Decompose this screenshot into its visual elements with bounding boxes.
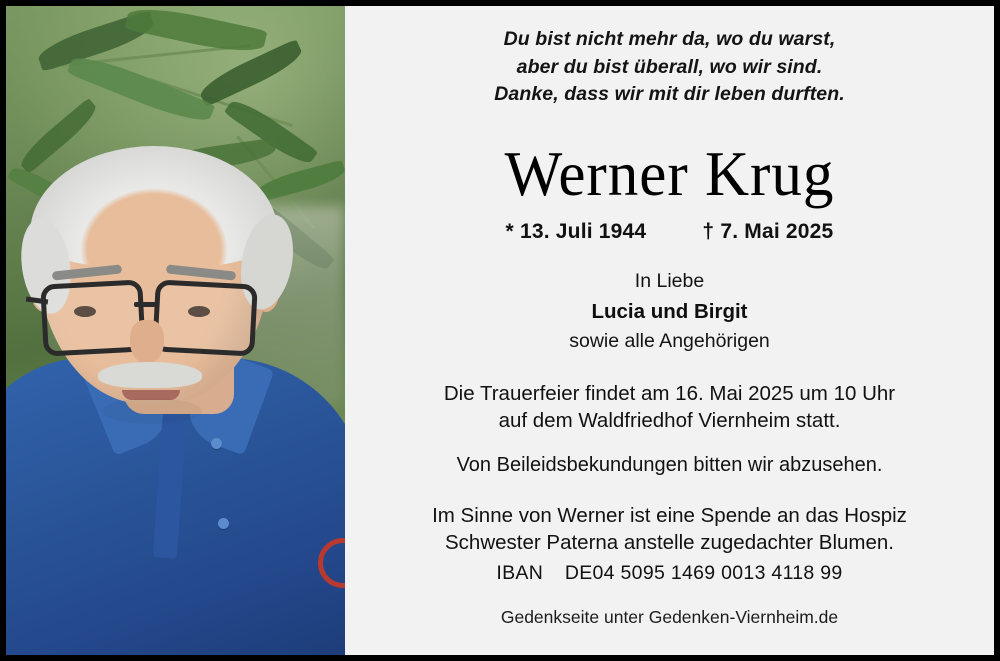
ceremony-details [373,381,966,434]
life-dates [373,220,966,244]
glasses-lens-right [152,279,258,356]
notice-card [6,6,994,655]
memorial-verse [373,26,966,109]
iban-label: IBAN [496,562,544,585]
mustache [98,362,202,388]
nose [130,320,164,364]
glasses-bridge [134,302,156,307]
ceremony-line-1: Die Trauerfeier findet am 16. Mai 2025 um 10 Uhr [443,382,896,406]
chin [102,398,202,424]
deceased-name: Werner Krug [504,139,835,210]
memorial-page-link[interactable]: Gedenkseite unter Gedenken-Viernheim.de [500,607,839,628]
portrait-photo [6,6,345,655]
birth-date: * 13. Juli 1944 [505,220,647,244]
notice-text [345,6,994,655]
iban-row [373,562,966,585]
iban-value: DE04 5095 1469 0013 4118 99 [564,562,843,585]
shirt-button [218,518,229,529]
mourners-names: Lucia und Birgit [591,300,748,324]
donation-line-1: Im Sinne von Werner ist eine Spende an das Hospiz [432,504,907,528]
in-love-label: In Liebe [634,270,705,293]
verse-line-2: aber du bist überall, wo wir sind. [516,55,823,78]
verse-line-3: Danke, dass wir mit dir leben durften. [494,83,845,106]
no-condolences-note: Von Beileidsbekundungen bitten wir abzusehen. [456,454,883,477]
shirt-button [211,438,222,449]
verse-line-1: Du bist nicht mehr da, wo du warst, [503,28,836,50]
ceremony-line-2: auf dem Waldfriedhof Viernheim statt. [498,408,841,432]
donation-line-2: Schwester Paterna anstelle zugedachter Blumen. [445,531,894,555]
relatives-line: sowie alle Angehörigen [569,330,770,353]
death-date: † 7. Mai 2025 [702,220,834,244]
donation-request [373,502,966,556]
